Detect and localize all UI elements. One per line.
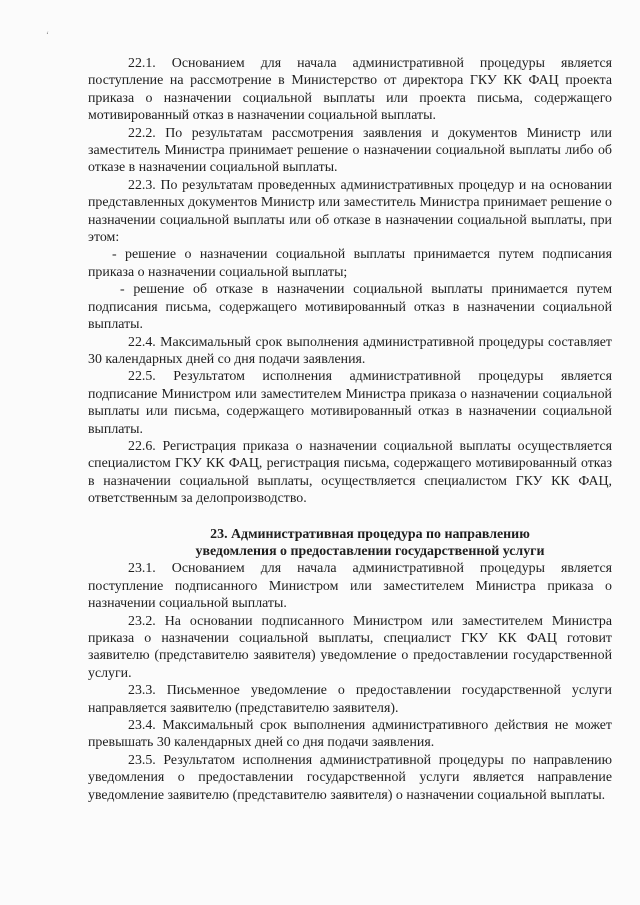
paragraph-22-1: 22.1. Основанием для начала административной процедуры является поступление на рассмотрение в Министерство от директора ГКУ КК ФАЦ проекта приказа о назначении социальной выплаты или проекта письма, содержащего мотивированный отказ в назначении социальной выплаты.	[88, 56, 612, 124]
paragraph-22-4: 22.4. Максимальный срок выполнения административной процедуры составляет 30 календарных дней со дня подачи заявления.	[88, 334, 612, 367]
paragraph-22-2: 22.2. По результатам рассмотрения заявления и документов Министр или заместитель Министра принимает решение о назначении социальной выплаты либо об отказе в назначении социальной выплаты.	[88, 125, 612, 176]
paragraph-22-3-item-2: - решение об отказе в назначении социальной выплаты принимается путем подписания письма, содержащего мотивированный отказ в назначении социальной выплаты.	[88, 282, 612, 333]
section-23-heading-line-2: уведомления о предоставлении государственной услуги	[195, 543, 545, 559]
paragraph-23-1: 23.1. Основанием для начала административной процедуры является поступление подписанного Министром или заместителем Министра приказа о назначении социальной выплаты.	[88, 561, 612, 612]
paragraph-22-3: 22.3. По результатам проведенных административных процедур и на основании представленных документов Министр или заместитель Министра принимает решение о назначении социальной выплаты или об отказе в назначении социальной выплаты, при этом:	[88, 177, 612, 246]
section-23-heading-line-1: 23. Административная процедура по направлению	[210, 526, 530, 542]
paragraph-22-6: 22.6. Регистрация приказа о назначении социальной выплаты осуществляется специалистом ГКУ КК ФАЦ, регистрация письма, содержащего мотивированный отказ в назначении социальной выплаты, осуществляется специалистом ГКУ КК ФАЦ, ответственным за делопроизводство.	[88, 438, 612, 507]
paragraph-23-2: 23.2. На основании подписанного Министром или заместителем Министра приказа о назначении социальной выплаты, специалист ГКУ КК ФАЦ готовит заявителю (представителю заявителя) уведомление о предоставлении государственной услуги.	[88, 613, 612, 681]
section-gap	[88, 508, 612, 526]
paragraph-23-3: 23.3. Письменное уведомление о предоставлении государственной услуги направляется заявителю (представителю заявителя).	[88, 683, 612, 716]
paragraph-23-5: 23.5. Результатом исполнения административной процедуры по направлению уведомления о предоставлении государственной услуги является направление уведомление заявителю (представителю заявителя) о назначении социальной выплаты.	[88, 752, 612, 803]
document-body	[88, 55, 612, 804]
paragraph-22-3-item-1: - решение о назначении социальной выплаты принимается путем подписания приказа о назначении социальной выплаты;	[88, 247, 612, 280]
paragraph-23-4: 23.4. Максимальный срок выполнения административного действия не может превышать 30 календарных дней со дня подачи заявления.	[88, 718, 612, 751]
paragraph-22-5: 22.5. Результатом исполнения административной процедуры является подписание Министром или заместителем Министра приказа о назначении социальной выплаты или письма, содержащего мотивированный отказ в назначении социальной выплаты.	[88, 369, 612, 437]
corner-mark: ‘	[46, 30, 49, 40]
